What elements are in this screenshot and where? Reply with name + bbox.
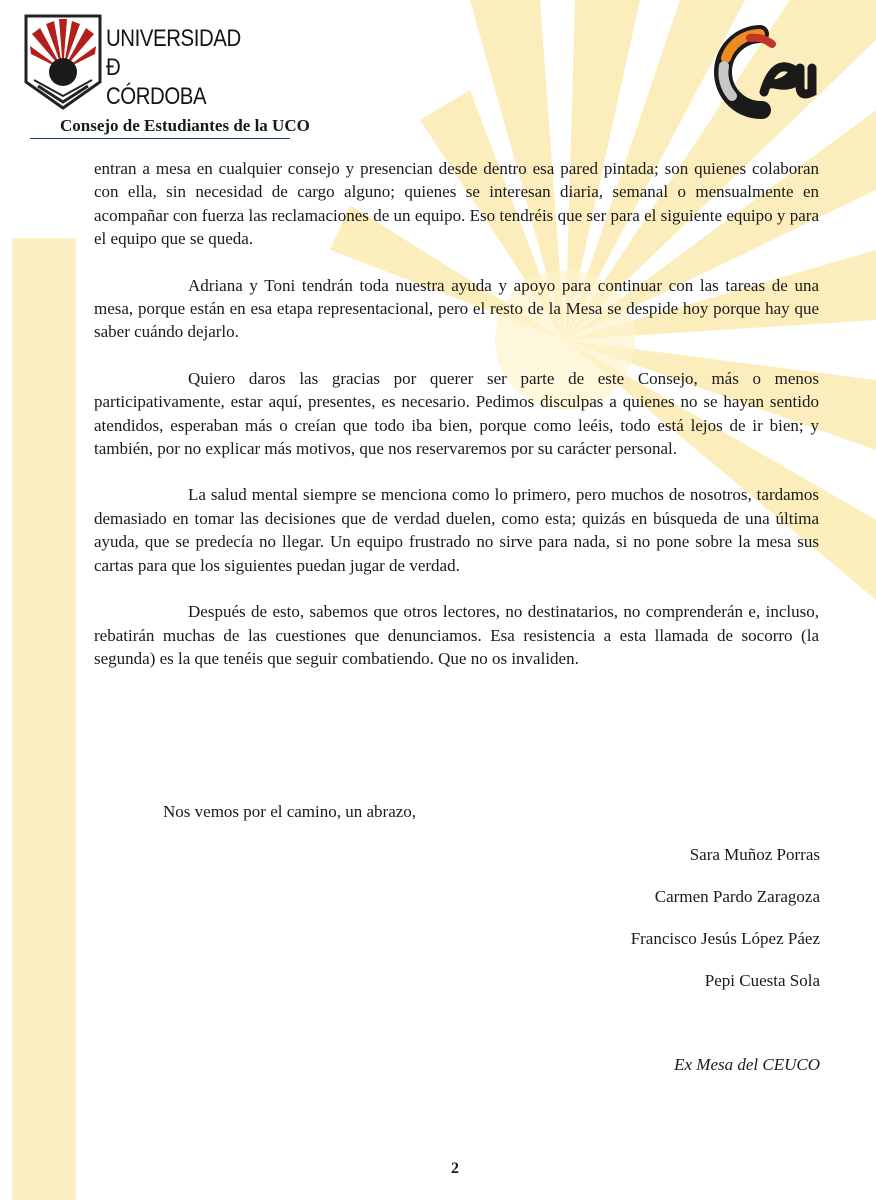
university-logo-icon	[22, 12, 104, 112]
university-name-line3: CÓRDOBA	[106, 83, 207, 110]
closing-line: Nos vemos por el camino, un abrazo,	[163, 802, 417, 821]
signatory-2: Carmen Pardo Zaragoza	[654, 887, 820, 906]
paragraph-1: entran a mesa en cualquier consejo y presencian desde dentro esa pared pintada; son quienes colaboran con ella, sin necesidad de cargo alguno; quienes se interesan diaria, semanal o mensualmente en acompañar con fuerza las reclamaciones de un equipo. Eso tendréis que ser para el siguiente equipo y para el equipo que se queda.	[94, 159, 819, 249]
paragraph-5: Después de esto, sabemos que otros lectores, no destinatarios, no comprenderán e, incluso, rebatirán muchas de las cuestiones que denunciamos. Esa resistencia a esta llamada de socorro (la segunda) es la que tenéis que seguir combatiendo. Que no os invaliden.	[94, 602, 819, 668]
signatory-1: Sara Muñoz Porras	[689, 845, 820, 864]
paragraph-4: La salud mental siempre se menciona como lo primero, pero muchos de nosotros, tardamos demasiado en tomar las decisiones que de verdad duelen, como esta; quizás en búsqueda de una última ayuda, que se predecía no llegar. Un equipo frustrado no sirve para nada, si no pone sobre la mesa sus cartas para que los siguientes puedan jugar de verdad.	[94, 485, 819, 575]
university-name-line1: UNIVERSIDAD	[106, 25, 241, 52]
signatory-3: Francisco Jesús López Páez	[630, 929, 820, 948]
signatory-4: Pepi Cuesta Sola	[704, 971, 820, 990]
council-name: Consejo de Estudiantes de la UCO	[60, 116, 310, 135]
letter-body	[94, 157, 819, 693]
university-name-line2: Ð	[106, 54, 121, 81]
paragraph-2: Adriana y Toni tendrán toda nuestra ayuda y apoyo para continuar con las tareas de una mesa, porque están en esa etapa representacional, pero el resto de la Mesa se despide hoy porque hay que saber cuándo dejarlo.	[94, 275, 819, 342]
ceu-logo-icon	[708, 22, 826, 122]
university-wordmark	[106, 24, 241, 111]
header-rule	[30, 138, 290, 139]
paragraph-3: Quiero daros las gracias por querer ser parte de este Consejo, más o menos participativamente, estar aquí, presentes, es necesario. Pedimos disculpas a quienes no se hayan sentido atendidos, esperaban más o creían que todo iba bien, porque como leéis, todo está lejos de ir bien; y también, por no explicar más motivos, que nos reservaremos por su carácter personal.	[94, 368, 819, 459]
left-yellow-band	[12, 238, 76, 1200]
page-number: 2	[451, 1160, 459, 1177]
signed-as: Ex Mesa del CEUCO	[674, 1055, 820, 1074]
